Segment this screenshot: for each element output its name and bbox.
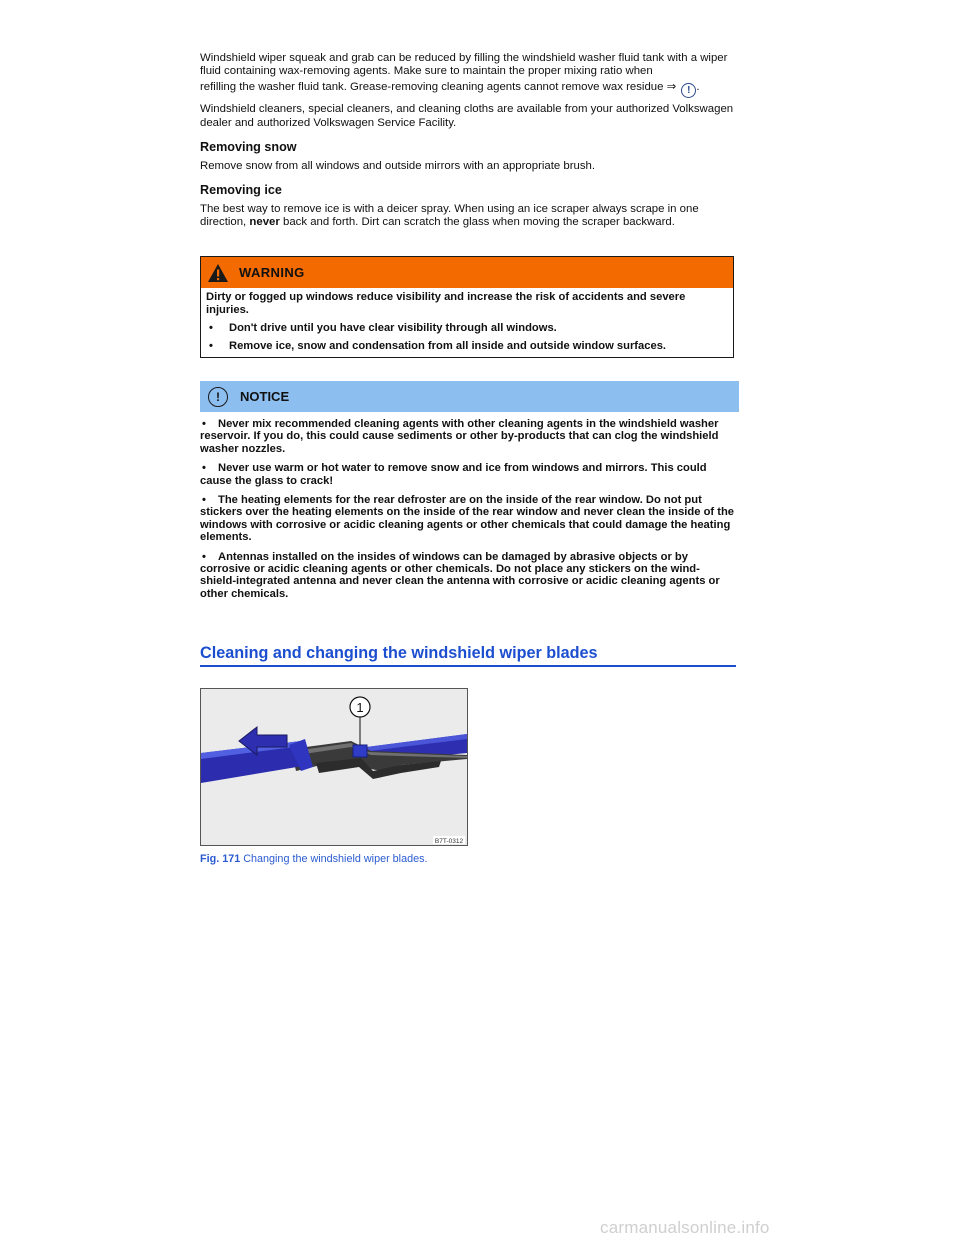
notice-header [200, 381, 739, 412]
ice-heading: Removing ice [200, 183, 282, 198]
warning-triangle-icon [207, 263, 229, 283]
notice-item: • Never use warm or hot water to remove snow and ice from windows and mirrors. This could cause the glass to crack! [200, 462, 707, 487]
intro-text: Windshield wiper squeak and grab can be reduced by filling the windshield washer fluid tank with a wiper fluid containing wax-removing agents. Make sure to maintain the proper mixing ratio when [200, 52, 728, 78]
ice-text: The best way to remove ice is with a deicer spray. When using an ice scraper always scrape in one direction, never back and forth. Dirt can scratch the glass when moving the scraper backward. [200, 203, 699, 229]
notice-label: NOTICE [240, 389, 290, 404]
dealer-paragraph: Windshield cleaners, special cleaners, and cleaning cloths are available from your authorized Volkswagen dealer and authorized Volkswagen Service Facility. [200, 103, 734, 129]
warning-intro: Dirty or fogged up windows reduce visibility and increase the risk of accidents and severe injuries. [206, 291, 686, 316]
notice-reference-icon[interactable]: ! [681, 83, 696, 98]
intro-paragraph: Windshield wiper squeak and grab can be reduced by filling the windshield washer fluid tank with a wiper fluid containing wax-removing agents. Make sure to maintain the proper mixing ratio when refilling the washer fluid tank. Grease-removing cleaning agents cannot remove wax residue ⇒ ! . [200, 52, 728, 97]
figure-caption: Fig. 171 Changing the windshield wiper blades. [200, 853, 428, 865]
wiper-blade-illustration [201, 689, 467, 845]
exclamation-circle-icon: ! [208, 387, 228, 407]
notice-body [200, 418, 735, 607]
warning-header [201, 257, 733, 288]
warning-bullet: • Remove ice, snow and condensation from all inside and outside window surfaces. [209, 340, 667, 352]
snow-text: Remove snow from all windows and outside mirrors with an appropriate brush. [200, 159, 596, 172]
warning-label: WARNING [239, 265, 305, 280]
snow-heading: Removing snow [200, 139, 297, 154]
warning-bullet: • Don't drive until you have clear visibility through all windows. [209, 322, 557, 334]
intro-text-line3: refilling the washer fluid tank. Grease-removing cleaning agents cannot remove wax residue ⇒ [200, 81, 677, 94]
notice-item: • The heating elements for the rear defroster are on the inside of the rear window. Do not put stickers over the heating elements on the inside of the rear window and never clean the inside of the windows with corrosive or acidic cleaning agents or other chemicals that could damage the heating elements. [200, 494, 735, 544]
callout-number: 1 [356, 700, 364, 715]
warning-box [200, 256, 734, 358]
figure-code: B7T-0312 [434, 838, 464, 845]
notice-item: • Antennas installed on the insides of windows can be damaged by abrasive objects or by corrosive or acidic cleaning agents or other chemicals. Do not place any stickers on the wind-shield-integrated antenna and never clean the antenna with corrosive or acidic cleaning agents or other chemicals. [200, 550, 720, 600]
site-watermark: carmanualsonline.info [600, 1218, 770, 1237]
warning-body [201, 288, 733, 357]
document-body [200, 52, 736, 229]
wiper-blade-figure [200, 688, 468, 846]
notice-item: • Never mix recommended cleaning agents with other cleaning agents in the windshield washer reservoir. If you do, this could cause sediments or other by-products that can clog the windshield washer nozzles. [200, 418, 719, 455]
section-title: Cleaning and changing the windshield wiper blades [200, 644, 736, 667]
